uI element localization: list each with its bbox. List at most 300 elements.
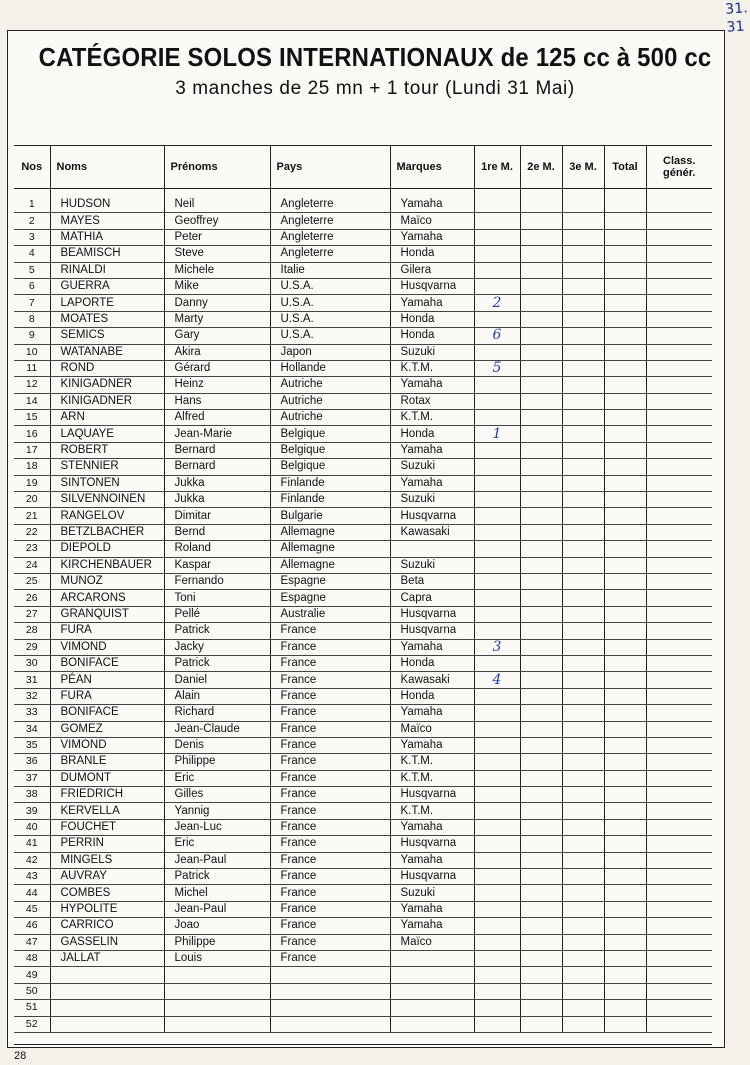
race2-result-cell	[520, 573, 562, 589]
race1-result-cell	[474, 1000, 520, 1016]
race3-result-cell	[562, 508, 604, 524]
general-classification-cell	[646, 934, 712, 950]
total-cell	[604, 737, 646, 753]
table-row	[14, 737, 712, 753]
rider-firstname-cell: Toni	[164, 590, 270, 606]
rider-number-cell: 30	[14, 655, 50, 671]
table-row	[14, 869, 712, 885]
table-row	[14, 541, 712, 557]
table-row	[14, 721, 712, 737]
table-row	[14, 639, 712, 655]
race2-result-cell	[520, 197, 562, 213]
total-cell	[604, 901, 646, 917]
race2-result-cell	[520, 705, 562, 721]
rider-firstname-cell: Patrick	[164, 655, 270, 671]
total-cell	[604, 803, 646, 819]
rider-country-cell: U.S.A.	[270, 295, 390, 311]
rider-firstname-cell: Jukka	[164, 475, 270, 491]
rider-country-cell: France	[270, 672, 390, 688]
race2-result-cell	[520, 311, 562, 327]
race2-result-cell	[520, 672, 562, 688]
table-header-row	[14, 146, 712, 189]
rider-firstname-cell: Patrick	[164, 623, 270, 639]
race3-result-cell	[562, 459, 604, 475]
general-classification-cell	[646, 639, 712, 655]
table-row	[14, 229, 712, 245]
table-row	[14, 442, 712, 458]
rider-name-cell: KINIGADNER	[50, 393, 164, 409]
page-subtitle: 3 manches de 25 mn + 1 tour (Lundi 31 Mai)	[175, 78, 575, 99]
general-classification-cell	[646, 328, 712, 344]
race3-result-cell	[562, 524, 604, 540]
rider-make-cell: Husqvarna	[390, 508, 474, 524]
rider-make-cell: Husqvarna	[390, 836, 474, 852]
rider-number-cell: 38	[14, 787, 50, 803]
race3-result-cell	[562, 639, 604, 655]
table-row	[14, 557, 712, 573]
race2-result-cell	[520, 819, 562, 835]
rider-make-cell: Honda	[390, 311, 474, 327]
total-cell	[604, 295, 646, 311]
race3-result-cell	[562, 787, 604, 803]
general-classification-cell	[646, 737, 712, 753]
rider-number-cell: 51	[14, 1000, 50, 1016]
race2-result-cell	[520, 918, 562, 934]
rider-number-cell: 44	[14, 885, 50, 901]
general-classification-cell	[646, 492, 712, 508]
rider-number-cell: 20	[14, 492, 50, 508]
general-classification-cell	[646, 541, 712, 557]
race3-result-cell	[562, 295, 604, 311]
rider-name-cell: GOMEZ	[50, 721, 164, 737]
race1-result-cell	[474, 885, 520, 901]
race2-result-cell	[520, 459, 562, 475]
race2-result-cell	[520, 950, 562, 966]
rider-firstname-cell: Jacky	[164, 639, 270, 655]
table-row	[14, 360, 712, 376]
rider-country-cell: Bulgarie	[270, 508, 390, 524]
table-row	[14, 623, 712, 639]
rider-name-cell: ROND	[50, 360, 164, 376]
rider-number-cell: 5	[14, 262, 50, 278]
rider-make-cell: Husqvarna	[390, 869, 474, 885]
race3-result-cell	[562, 819, 604, 835]
table-row	[14, 262, 712, 278]
rider-make-cell: Honda	[390, 655, 474, 671]
rider-make-cell	[390, 967, 474, 983]
race3-result-cell	[562, 278, 604, 294]
race3-result-cell	[562, 573, 604, 589]
general-classification-cell	[646, 787, 712, 803]
rider-make-cell: Yamaha	[390, 475, 474, 491]
total-cell	[604, 377, 646, 393]
race1-result-cell	[474, 557, 520, 573]
total-cell	[604, 213, 646, 229]
rider-make-cell: Honda	[390, 328, 474, 344]
total-cell	[604, 819, 646, 835]
total-cell	[604, 459, 646, 475]
rider-firstname-cell: Louis	[164, 950, 270, 966]
rider-number-cell: 9	[14, 328, 50, 344]
rider-number-cell: 18	[14, 459, 50, 475]
total-cell	[604, 246, 646, 262]
rider-firstname-cell: Denis	[164, 737, 270, 753]
rider-name-cell: MINGELS	[50, 852, 164, 868]
rider-make-cell: Suzuki	[390, 885, 474, 901]
rider-country-cell: France	[270, 737, 390, 753]
race2-result-cell	[520, 426, 562, 442]
rider-country-cell: Autriche	[270, 410, 390, 426]
rider-make-cell: Yamaha	[390, 737, 474, 753]
race3-result-cell	[562, 934, 604, 950]
rider-number-cell: 23	[14, 541, 50, 557]
race1-result-cell	[474, 344, 520, 360]
rider-firstname-cell	[164, 1016, 270, 1032]
race1-result-cell	[474, 803, 520, 819]
race3-result-cell	[562, 246, 604, 262]
rider-number-cell: 33	[14, 705, 50, 721]
rider-make-cell: Maïco	[390, 213, 474, 229]
rider-make-cell: Yamaha	[390, 705, 474, 721]
race2-result-cell	[520, 803, 562, 819]
race2-result-cell	[520, 623, 562, 639]
rider-make-cell: Honda	[390, 426, 474, 442]
rider-number-cell: 27	[14, 606, 50, 622]
rider-country-cell: U.S.A.	[270, 278, 390, 294]
general-classification-cell	[646, 1000, 712, 1016]
table-row	[14, 426, 712, 442]
rider-name-cell: JALLAT	[50, 950, 164, 966]
race2-result-cell	[520, 590, 562, 606]
total-cell	[604, 918, 646, 934]
rider-number-cell: 17	[14, 442, 50, 458]
rider-firstname-cell: Michele	[164, 262, 270, 278]
race2-result-cell	[520, 836, 562, 852]
rider-country-cell: Italie	[270, 262, 390, 278]
rider-country-cell: Autriche	[270, 377, 390, 393]
rider-country-cell: France	[270, 901, 390, 917]
rider-country-cell: France	[270, 623, 390, 639]
rider-name-cell: PERRIN	[50, 836, 164, 852]
table-row	[14, 918, 712, 934]
general-classification-cell	[646, 754, 712, 770]
rider-country-cell: France	[270, 688, 390, 704]
rider-country-cell	[270, 1000, 390, 1016]
table-spacer-row	[14, 189, 712, 198]
race3-result-cell	[562, 606, 604, 622]
rider-number-cell: 41	[14, 836, 50, 852]
race2-result-cell	[520, 295, 562, 311]
rider-number-cell: 6	[14, 278, 50, 294]
race3-result-cell	[562, 983, 604, 999]
rider-number-cell: 2	[14, 213, 50, 229]
total-cell	[604, 229, 646, 245]
total-cell	[604, 950, 646, 966]
race2-result-cell	[520, 524, 562, 540]
table-row	[14, 524, 712, 540]
rider-number-cell: 32	[14, 688, 50, 704]
race2-result-cell	[520, 492, 562, 508]
rider-number-cell: 43	[14, 869, 50, 885]
rider-name-cell: GASSELIN	[50, 934, 164, 950]
race2-result-cell	[520, 606, 562, 622]
rider-name-cell: MOATES	[50, 311, 164, 327]
rider-name-cell: BONIFACE	[50, 655, 164, 671]
race1-result-cell	[474, 459, 520, 475]
rider-name-cell: AUVRAY	[50, 869, 164, 885]
rider-make-cell: Yamaha	[390, 197, 474, 213]
race3-result-cell	[562, 901, 604, 917]
race2-result-cell	[520, 901, 562, 917]
race2-result-cell	[520, 934, 562, 950]
rider-firstname-cell: Eric	[164, 836, 270, 852]
rider-name-cell: KINIGADNER	[50, 377, 164, 393]
general-classification-cell	[646, 524, 712, 540]
rider-make-cell	[390, 1016, 474, 1032]
race3-result-cell	[562, 869, 604, 885]
rider-name-cell: BETZLBACHER	[50, 524, 164, 540]
rider-firstname-cell: Patrick	[164, 869, 270, 885]
table-row	[14, 688, 712, 704]
rider-number-cell: 22	[14, 524, 50, 540]
rider-country-cell: Allemagne	[270, 557, 390, 573]
table-row	[14, 377, 712, 393]
general-classification-cell	[646, 295, 712, 311]
race2-result-cell	[520, 229, 562, 245]
race1-result-cell: 5	[474, 360, 520, 376]
race1-result-cell: 1	[474, 426, 520, 442]
table-row	[14, 311, 712, 327]
rider-number-cell: 19	[14, 475, 50, 491]
race1-result-cell	[474, 311, 520, 327]
total-cell	[604, 1000, 646, 1016]
rider-number-cell: 31	[14, 672, 50, 688]
total-cell	[604, 344, 646, 360]
rider-make-cell: Maïco	[390, 721, 474, 737]
race1-result-cell	[474, 492, 520, 508]
rider-make-cell	[390, 1000, 474, 1016]
rider-number-cell: 42	[14, 852, 50, 868]
header-nom: Noms	[50, 146, 164, 189]
rider-country-cell: France	[270, 787, 390, 803]
rider-number-cell: 52	[14, 1016, 50, 1032]
rider-firstname-cell: Pellé	[164, 606, 270, 622]
table-row	[14, 508, 712, 524]
race2-result-cell	[520, 688, 562, 704]
rider-make-cell: Yamaha	[390, 852, 474, 868]
race1-result-cell: 6	[474, 328, 520, 344]
total-cell	[604, 639, 646, 655]
rider-name-cell: STENNIER	[50, 459, 164, 475]
rider-firstname-cell: Peter	[164, 229, 270, 245]
rider-name-cell: CARRICO	[50, 918, 164, 934]
race2-result-cell	[520, 475, 562, 491]
rider-country-cell	[270, 1016, 390, 1032]
rider-country-cell: Espagne	[270, 590, 390, 606]
total-cell	[604, 410, 646, 426]
rider-number-cell: 25	[14, 573, 50, 589]
total-cell	[604, 475, 646, 491]
race3-result-cell	[562, 754, 604, 770]
race2-result-cell	[520, 852, 562, 868]
table-row	[14, 328, 712, 344]
rider-firstname-cell: Fernando	[164, 573, 270, 589]
race3-result-cell	[562, 393, 604, 409]
general-classification-cell	[646, 573, 712, 589]
general-classification-cell	[646, 885, 712, 901]
general-classification-cell	[646, 262, 712, 278]
rider-name-cell: SINTONEN	[50, 475, 164, 491]
rider-country-cell: Angleterre	[270, 246, 390, 262]
general-classification-cell	[646, 557, 712, 573]
rider-make-cell	[390, 541, 474, 557]
rider-country-cell: Belgique	[270, 426, 390, 442]
race1-result-cell	[474, 869, 520, 885]
race3-result-cell	[562, 426, 604, 442]
header-num: Nos	[14, 146, 50, 189]
rider-name-cell: BEAMISCH	[50, 246, 164, 262]
table-row	[14, 278, 712, 294]
race1-result-cell	[474, 705, 520, 721]
rider-number-cell: 28	[14, 623, 50, 639]
general-classification-cell	[646, 590, 712, 606]
rider-number-cell: 7	[14, 295, 50, 311]
race2-result-cell	[520, 721, 562, 737]
rider-number-cell: 1	[14, 197, 50, 213]
total-cell	[604, 524, 646, 540]
rider-country-cell: Angleterre	[270, 197, 390, 213]
rider-make-cell: K.T.M.	[390, 410, 474, 426]
rider-number-cell: 16	[14, 426, 50, 442]
rider-number-cell: 4	[14, 246, 50, 262]
rider-name-cell: MATHIA	[50, 229, 164, 245]
race1-result-cell	[474, 508, 520, 524]
total-cell	[604, 672, 646, 688]
race3-result-cell	[562, 967, 604, 983]
rider-country-cell: U.S.A.	[270, 311, 390, 327]
table-row	[14, 885, 712, 901]
rider-name-cell: FOUCHET	[50, 819, 164, 835]
rider-make-cell: Yamaha	[390, 377, 474, 393]
race1-result-cell	[474, 901, 520, 917]
rider-country-cell: U.S.A.	[270, 328, 390, 344]
rider-firstname-cell: Roland	[164, 541, 270, 557]
total-cell	[604, 787, 646, 803]
rider-number-cell: 26	[14, 590, 50, 606]
rider-name-cell: LAPORTE	[50, 295, 164, 311]
rider-firstname-cell: Jean-Paul	[164, 852, 270, 868]
total-cell	[604, 754, 646, 770]
rider-name-cell: ARCARONS	[50, 590, 164, 606]
race3-result-cell	[562, 721, 604, 737]
race3-result-cell	[562, 262, 604, 278]
rider-firstname-cell: Philippe	[164, 754, 270, 770]
race1-result-cell	[474, 950, 520, 966]
rider-firstname-cell	[164, 983, 270, 999]
rider-name-cell: ROBERT	[50, 442, 164, 458]
race2-result-cell	[520, 377, 562, 393]
total-cell	[604, 655, 646, 671]
rider-number-cell: 21	[14, 508, 50, 524]
race1-result-cell	[474, 377, 520, 393]
rider-firstname-cell: Jukka	[164, 492, 270, 508]
race2-result-cell	[520, 344, 562, 360]
race1-result-cell	[474, 688, 520, 704]
rider-firstname-cell: Alfred	[164, 410, 270, 426]
rider-firstname-cell: Michel	[164, 885, 270, 901]
general-classification-cell	[646, 770, 712, 786]
general-classification-cell	[646, 950, 712, 966]
general-classification-cell	[646, 442, 712, 458]
rider-country-cell: France	[270, 754, 390, 770]
header-m3: 3e M.	[562, 146, 604, 189]
race2-result-cell	[520, 967, 562, 983]
rider-name-cell: GRANQUIST	[50, 606, 164, 622]
rider-number-cell: 12	[14, 377, 50, 393]
race2-result-cell	[520, 213, 562, 229]
general-classification-cell	[646, 836, 712, 852]
header-marque: Marques	[390, 146, 474, 189]
race2-result-cell	[520, 655, 562, 671]
race3-result-cell	[562, 541, 604, 557]
rider-firstname-cell: Kaspar	[164, 557, 270, 573]
race1-result-cell	[474, 918, 520, 934]
table-row	[14, 787, 712, 803]
rider-firstname-cell: Hans	[164, 393, 270, 409]
page-title: CATÉGORIE SOLOS INTERNATIONAUX de 125 cc à 500 cc	[38, 42, 712, 72]
general-classification-cell	[646, 459, 712, 475]
rider-make-cell: K.T.M.	[390, 803, 474, 819]
rider-number-cell: 15	[14, 410, 50, 426]
header-m1: 1re M.	[474, 146, 520, 189]
total-cell	[604, 573, 646, 589]
table-row	[14, 672, 712, 688]
rider-name-cell: DIEPOLD	[50, 541, 164, 557]
rider-number-cell: 37	[14, 770, 50, 786]
race3-result-cell	[562, 229, 604, 245]
general-classification-cell	[646, 672, 712, 688]
rider-make-cell: Honda	[390, 688, 474, 704]
general-classification-cell	[646, 426, 712, 442]
rider-name-cell: FRIEDRICH	[50, 787, 164, 803]
rider-name-cell	[50, 1000, 164, 1016]
race1-result-cell	[474, 819, 520, 835]
table-row	[14, 410, 712, 426]
race3-result-cell	[562, 344, 604, 360]
rider-name-cell: MUNOZ	[50, 573, 164, 589]
general-classification-cell	[646, 360, 712, 376]
race3-result-cell	[562, 590, 604, 606]
race3-result-cell	[562, 705, 604, 721]
rider-name-cell: HYPOLITE	[50, 901, 164, 917]
total-cell	[604, 623, 646, 639]
rider-number-cell: 29	[14, 639, 50, 655]
rider-number-cell: 24	[14, 557, 50, 573]
header-m2: 2e M.	[520, 146, 562, 189]
rider-make-cell: Husqvarna	[390, 623, 474, 639]
rider-name-cell: RINALDI	[50, 262, 164, 278]
race2-result-cell	[520, 754, 562, 770]
rider-firstname-cell: Heinz	[164, 377, 270, 393]
rider-country-cell: Angleterre	[270, 213, 390, 229]
race2-result-cell	[520, 737, 562, 753]
race3-result-cell	[562, 213, 604, 229]
race3-result-cell	[562, 688, 604, 704]
table-body	[14, 189, 712, 1033]
rider-country-cell: Espagne	[270, 573, 390, 589]
total-cell	[604, 557, 646, 573]
table-row	[14, 934, 712, 950]
